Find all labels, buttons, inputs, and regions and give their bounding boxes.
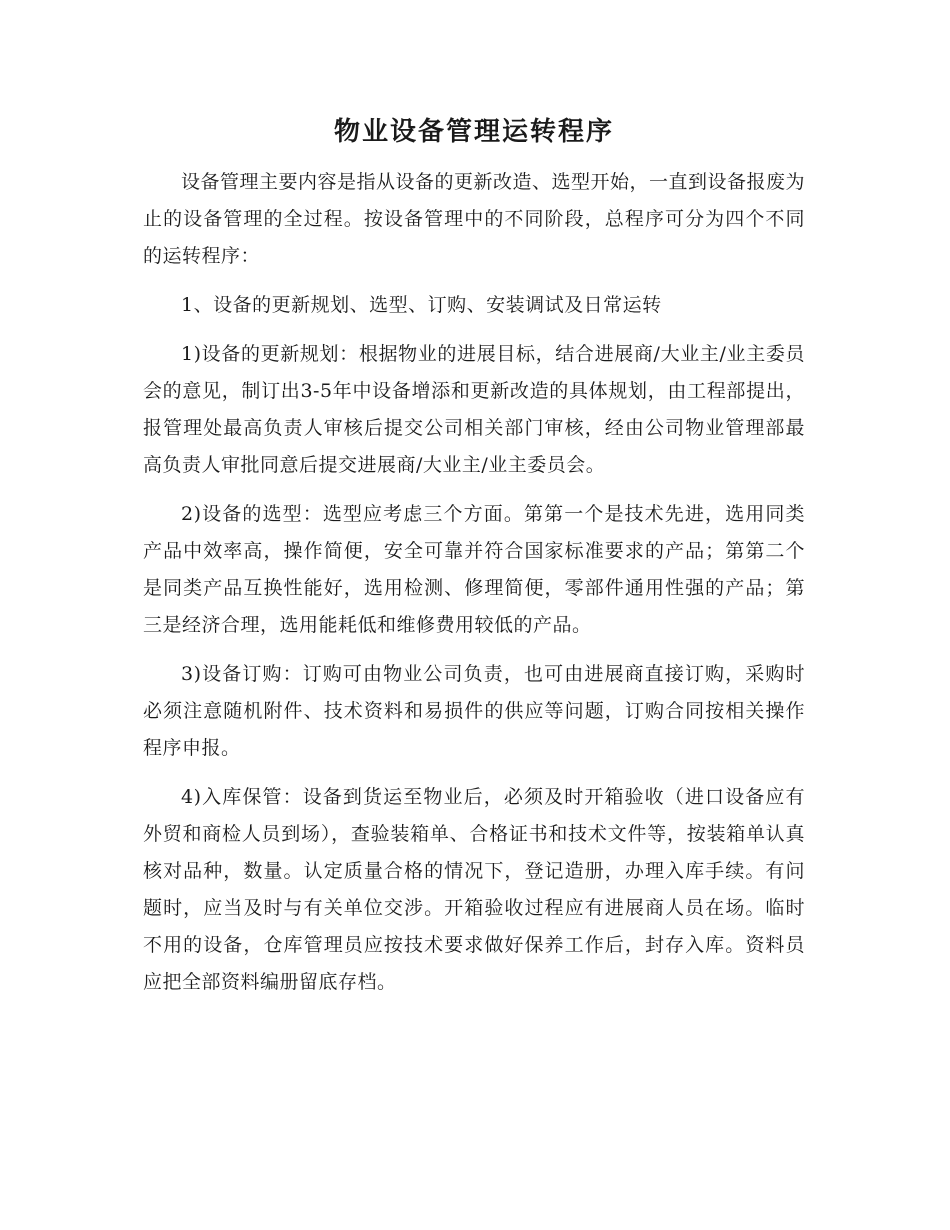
paragraph-selection: 2)设备的选型：选型应考虑三个方面。第第一个是技术先进，选用同类产品中效率高，操作简便，安全可靠并符合国家标准要求的产品；第第二个是同类产品互换性能好，选用检测、修理简便，零部件通用性强的产品；第三是经济合理，选用能耗低和维修费用较低的产品。: [143, 503, 805, 636]
document-body: [143, 112, 805, 1013]
section-heading-1: 1、设备的更新规划、选型、订购、安装调试及日常运转: [181, 294, 662, 316]
paragraph-ordering: 3)设备订购：订购可由物业公司负责，也可由进展商直接订购，采购时必须注意随机附件、技术资料和易损件的供应等问题，订购合同按相关操作程序申报。: [143, 663, 805, 759]
paragraph-warehousing: 4)入库保管：设备到货运至物业后，必须及时开箱验收（进口设备应有外贸和商检人员到场），查验装箱单、合格证书和技术文件等，按装箱单认真核对品种，数量。认定质量合格的情况下，登记造册，办理入库手续。有问题时，应当及时与有关单位交涉。开箱验收过程应有进展商人员在场。临时不用的设备，仓库管理员应按技术要求做好保养工作后，封存入库。资料员应把全部资料编册留底存档。: [143, 786, 805, 993]
intro-paragraph: 设备管理主要内容是指从设备的更新改造、选型开始，一直到设备报废为止的设备管理的全过程。按设备管理中的不同阶段，总程序可分为四个不同的运转程序：: [143, 171, 806, 267]
page-title: 物业设备管理运转程序: [333, 117, 614, 147]
paragraph-update-planning: 1)设备的更新规划：根据物业的进展目标，结合进展商/大业主/业主委员会的意见，制订出3-5年中设备增添和更新改造的具体规划，由工程部提出，报管理处最高负责人审核后提交公司相关部门审核，经由公司物业管理部最高负责人审批同意后提交进展商/大业主/业主委员会。: [143, 343, 805, 476]
